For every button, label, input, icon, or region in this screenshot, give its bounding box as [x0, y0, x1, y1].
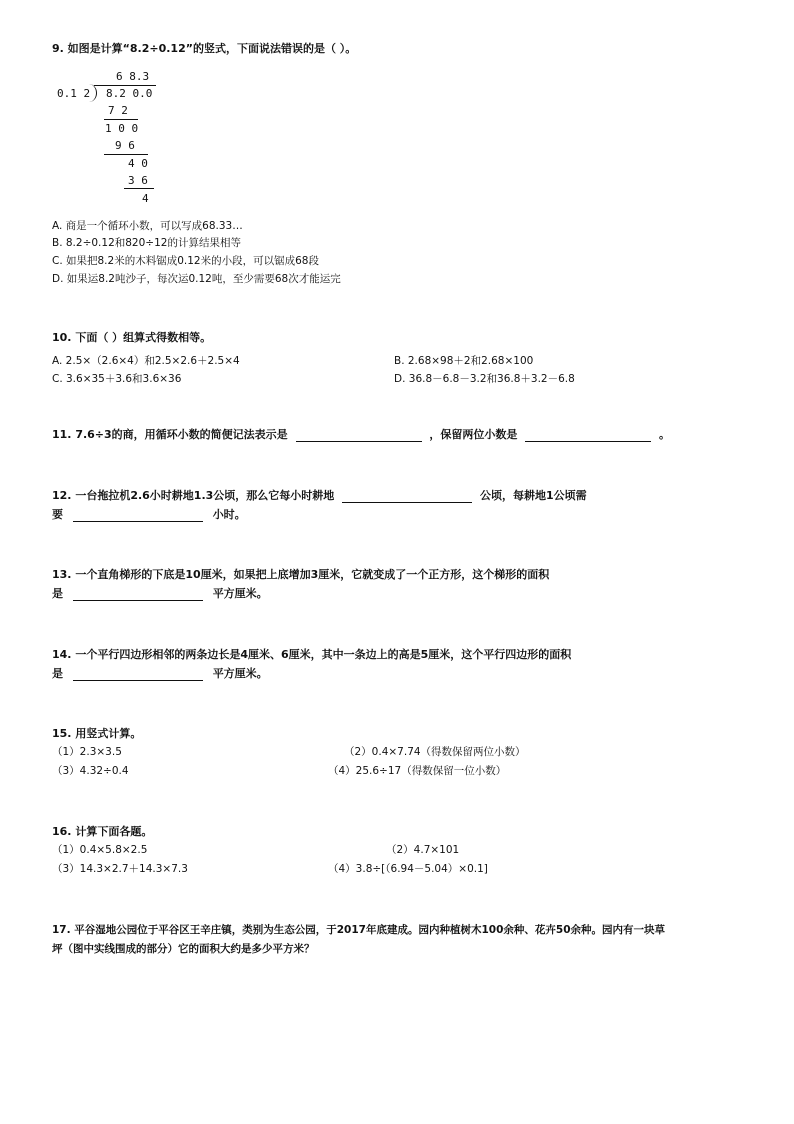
division-dividend: 8.2 0.0 [106, 87, 153, 100]
q12-blank-2[interactable] [73, 509, 203, 522]
q17-line2: 坪（图中实线围成的部分）它的面积大约是多少平方米？ [52, 943, 315, 955]
q10-option-b: B. 2.68×98＋2和2.68×100 [394, 355, 534, 367]
division-rule [104, 154, 148, 155]
q12-part3: 要 [52, 508, 63, 521]
q12-blank-1[interactable] [342, 490, 472, 503]
q16-item-2: （2）4.7×101 [386, 844, 460, 856]
q12-part4: 小时。 [212, 508, 246, 521]
q15-item-3: （3）4.32÷0.4 [52, 765, 129, 777]
q11-text [52, 426, 670, 442]
q9-stem: 9. 如图是计算“8.2÷0.12”的竖式，下面说法错误的是（ ）。 [52, 42, 357, 55]
q12-part2: 公顷，每耕地1公顷需 [479, 489, 587, 502]
division-remainder: 4 [142, 192, 149, 205]
q14-part2: 是 [52, 667, 63, 680]
q13-blank[interactable] [73, 588, 203, 601]
q15-stem: 15. 用竖式计算。 [52, 727, 142, 740]
q10-stem: 10. 下面（ ）组算式得数相等。 [52, 331, 212, 344]
q15-item-4: （4）25.6÷17（得数保留一位小数） [328, 765, 507, 777]
division-step: 9 6 [115, 139, 135, 152]
q13-line2 [52, 585, 268, 601]
q11-part1: 11. 7.6÷3的商，用循环小数的简便记法表示是 [52, 428, 288, 441]
q10-option-d: D. 36.8－6.8－3.2和36.8＋3.2－6.8 [394, 373, 575, 385]
q10-option-c: C. 3.6×35＋3.6和3.6×36 [52, 373, 182, 385]
q16-item-4: （4）3.8÷[（6.94－5.04）×0.1] [328, 863, 488, 875]
q11-part2: ，保留两位小数是 [429, 428, 518, 441]
division-divisor: 0.1 2 [57, 87, 91, 100]
q16-item-3: （3）14.3×2.7＋14.3×7.3 [52, 863, 188, 875]
division-quotient: 6 8.3 [116, 70, 150, 83]
division-bar [94, 85, 156, 86]
division-rule [124, 188, 154, 189]
q12-line1 [52, 487, 587, 503]
q13-part3: 平方厘米。 [212, 587, 268, 600]
q9-option-a: A. 商是一个循环小数，可以写成68.33… [52, 220, 243, 232]
q9-option-c: C. 如果把8.2米的木料锯成0.12米的小段，可以锯成68段 [52, 255, 319, 267]
q12-line2 [52, 506, 246, 522]
q12-part1: 12. 一台拖拉机2.6小时耕地1.3公顷，那么它每小时耕地 [52, 489, 335, 502]
division-step: 4 0 [128, 157, 148, 170]
q15-item-1: （1）2.3×3.5 [52, 746, 122, 758]
q14-blank[interactable] [73, 668, 203, 681]
division-step: 3 6 [128, 174, 148, 187]
q14-line2 [52, 665, 268, 681]
q9-option-d: D. 如果运8.2吨沙子，每次运0.12吨，至少需要68次才能运完 [52, 273, 341, 285]
q17-line1: 17. 平谷湿地公园位于平谷区王辛庄镇，类别为生态公园，于2017年底建成。园内种植树木100余种、花卉50余种。园内有一块草 [52, 924, 666, 936]
q11-blank-1[interactable] [296, 429, 422, 442]
division-step: 1 0 0 [105, 122, 139, 135]
q11-blank-2[interactable] [525, 429, 651, 442]
q11-part3: 。 [659, 428, 671, 441]
q9-option-b: B. 8.2÷0.12和820÷12的计算结果相等 [52, 237, 241, 249]
q14-part3: 平方厘米。 [212, 667, 268, 680]
q13-part2: 是 [52, 587, 63, 600]
q15-item-2: （2）0.4×7.74（得数保留两位小数） [344, 746, 526, 758]
division-rule [104, 119, 138, 120]
q10-option-a: A. 2.5×（2.6×4）和2.5×2.6＋2.5×4 [52, 355, 240, 367]
q14-line1: 14. 一个平行四边形相邻的两条边长是4厘米、6厘米，其中一条边上的高是5厘米，这个平行四边形的面积 [52, 648, 572, 661]
q16-item-1: （1）0.4×5.8×2.5 [52, 844, 148, 856]
q13-line1: 13. 一个直角梯形的下底是10厘米，如果把上底增加3厘米，它就变成了一个正方形，这个梯形的面积 [52, 568, 550, 581]
division-step: 7 2 [108, 104, 128, 117]
q16-stem: 16. 计算下面各题。 [52, 825, 153, 838]
